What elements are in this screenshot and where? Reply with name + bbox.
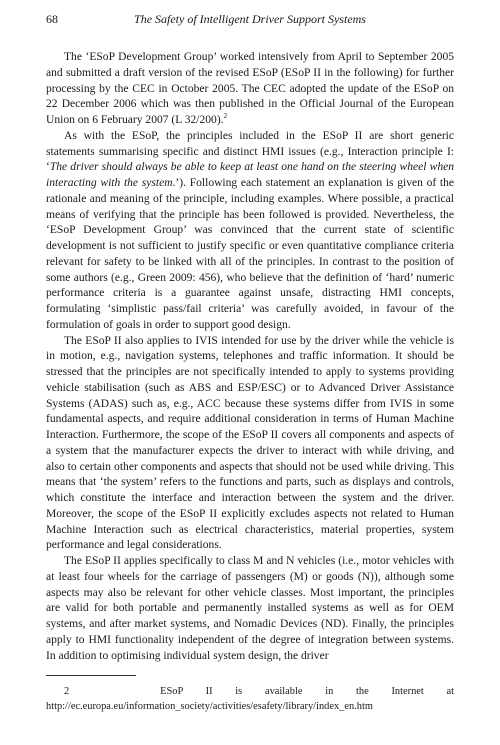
paragraph xyxy=(46,50,454,129)
footnote xyxy=(46,684,454,714)
footnote-divider xyxy=(46,675,136,676)
running-title: The Safety of Intelligent Driver Support Systems xyxy=(134,12,366,26)
paragraph-text: .’). Following each statement an explanation is given of the rationale and meaning of the principle, including examples. Where possible, a practical means of verifying that the principle has been followed is provided. Nevertheless, the ‘ESoP Development Group’ was convinced that the current state of scientific development is not sufficient to justify specific or even quantitative compliance criteria relevant for safety to be linked with all of the principles. In contrast to the position of some authors (e.g., Green 2009: 456), who believe that the definition of ‘hard’ numeric performance criteria is a guarantee against unsafe, distracting HMI concepts, formulating ‘simplistic pass/fail criteria’ was carefully avoided, in favour of the formulation of goals in order to support good design. xyxy=(46,177,454,331)
paragraph: The ESoP II also applies to IVIS intended for use by the driver while the vehicle is in motion, e.g., navigation systems, telephones and traffic information. It should be stressed that the principles are not specifically intended to apply to systems providing vehicle stabilisation (such as ABS and ESP/ESC) or to Advanced Driver Assistance Systems (ADAS) such as, e.g., ACC because these systems differ from IVIS in some fundamental aspects, and require additional consideration in terms of Human Machine Interaction. Furthermore, the scope of the ESoP II covers all components and aspects of a system that the manufacturer expects the driver to interact with while driving, and also to certain other components and aspects that should not be used while driving. This means that ‘the system’ refers to the functions and parts, such as displays and controls, which constitute the interface and interaction between the system and the driver. Moreover, the scope of the ESoP II explicitly excludes aspects not related to Human Machine Interaction such as electrical characteristics, material properties, system performance and legal considerations. xyxy=(46,334,454,552)
paragraph-text: As with the ESoP, the principles included in the ESoP II are short generic statements summarising specific and distinct HMI issues (e.g., Interaction principle I: ‘ xyxy=(46,129,454,174)
page-header xyxy=(46,12,454,30)
quoted-principle: The driver should always be able to keep at least one hand on the steering wheel when interacting with the system xyxy=(46,161,454,189)
footnote-reference: 2 xyxy=(223,112,228,121)
paragraph-text: The ‘ESoP Development Group’ worked intensively from April to September 2005 and submitted a draft version of the revised ESoP (ESoP II in the following) for further processing by the CEC in October 2005. The CEC adopted the update of the ESoP on 22 December 2006 which was then published in the Official Journal of the European Union on 6 February 2007 (L 32/200). xyxy=(46,51,454,126)
paragraph: The ESoP II applies specifically to class M and N vehicles (i.e., motor vehicles with at least four wheels for the carriage of passengers (M) or goods (N)), although some aspects may also be relevant for other vehicle classes. Most important, the principles are valid for both portable and permanently installed systems as well as for OEM systems, and after market systems, and Nomadic Devices (ND). Finally, the principles apply to HMI functionality independent of the degree of integration between systems. In addition to optimising individual system design, the driver xyxy=(46,555,454,662)
footnote-text: ESoP II is available in the Internet at http://ec.europa.eu/information_society/activities/esafety/library/index_en.htm xyxy=(46,686,454,712)
paragraph xyxy=(46,129,454,334)
body-text xyxy=(46,50,454,664)
page-number: 68 xyxy=(46,12,58,26)
footnote-number: 2 xyxy=(64,686,70,697)
